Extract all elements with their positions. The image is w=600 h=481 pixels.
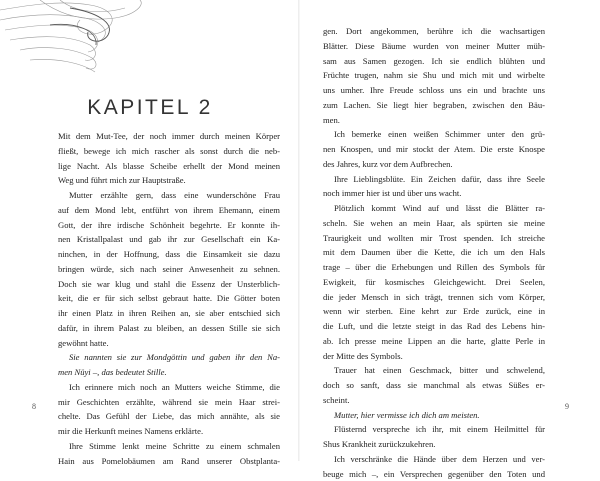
text-line: bringen würde, sich nach seiner Anwesenheit zu sehnen.: [58, 262, 280, 277]
text-line: Sie nannten sie zur Mondgöttin und gaben ihr den Na-: [58, 350, 280, 365]
text-line: Ich verschränke die Hände über dem Herzen und ver-: [323, 452, 545, 467]
text-line: der Mitte des Symbols.: [323, 349, 545, 364]
text-line: mit dem Daumen über die Kette, die ich um den Hals: [323, 245, 545, 260]
text-line: gen. Dort angekommen, berühre ich die wachsartigen: [323, 24, 545, 39]
text-line: auf dem Mond lebt, entführt von ihrem Ehemann, einem: [58, 203, 280, 218]
text-line: zum Lachen. Sie liegt hier begraben, zwischen den Bäu-: [323, 98, 545, 113]
right-page: [300, 0, 600, 461]
text-line: des Jahres, kurz vor dem Aufbrechen.: [323, 157, 545, 172]
text-line: dafür, in ihrem Palast zu bleiben, an dessen Stille sie sich: [58, 321, 280, 336]
text-line: Traurigkeit und wollten mir Trost spenden. Ich streiche: [323, 231, 545, 246]
text-line: scheln. Sie wehen an mein Haar, als spürten sie meine: [323, 216, 545, 231]
page-number-right: 9: [565, 402, 569, 411]
text-line: doch so sanft, dass sie manchmal als etwas Süßes er-: [323, 378, 545, 393]
text-line: Plötzlich kommt Wind auf und lässt die Blätter ra-: [323, 201, 545, 216]
text-line: Gott, der ihre irdische Schönheit begehrte. Er konnte ih-: [58, 218, 280, 233]
text-line: Mit dem Mut-Tee, der noch immer durch meinen Körper: [58, 129, 280, 144]
text-line: trage – über die Erhebungen und Rillen des Symbols für: [323, 260, 545, 275]
text-line: lige Nacht. Als blasse Scheibe erhellt der Mond meinen: [58, 159, 280, 174]
text-line: uns umher. Ihre Freude schloss uns ein und brachte uns: [323, 83, 545, 98]
text-line: die Luft, und die letzte steigt in das Rad des Lebens hin-: [323, 319, 545, 334]
text-line: fließt, bewege ich mich rascher als sonst durch die neb-: [58, 144, 280, 159]
chapter-title: KAPITEL 2: [0, 96, 300, 120]
text-line: nen Kristallpalast und gab ihr zur Gesellschaft ein Ka-: [58, 232, 280, 247]
text-line: chelte. Das Gefühl der Liebe, das mich annähte, als sie: [58, 409, 280, 424]
text-line: Trauer hat einen Geschmack, bitter und schwelend,: [323, 363, 545, 378]
text-line: ihr einen Platz in ihren Reihen an, sie aber entschied sich: [58, 306, 280, 321]
text-line: Mutter, hier vermisse ich dich am meisten.: [323, 408, 545, 423]
text-line: Shus Krankheit zurückzukehren.: [323, 437, 545, 452]
right-page-text: [323, 24, 545, 481]
text-line: Weg und führt mich zur Hauptstraße.: [58, 173, 280, 188]
text-line: nen Knospen, und mir stockt der Atem. Die erste Knospe: [323, 142, 545, 157]
text-line: keit, die er für sich selbst gebraut hatte. Die Götter boten: [58, 291, 280, 306]
text-line: Hain aus Pomelobäumen am Rand unserer Obstplanta-: [58, 454, 280, 469]
text-line: noch immer hier ist und über uns wacht.: [323, 186, 545, 201]
text-line: Ich erinnere mich noch an Mutters weiche Stimme, die: [58, 380, 280, 395]
page-number-left: 8: [32, 402, 36, 411]
text-line: mir die Herkunft meines Namens erklärte.: [58, 424, 280, 439]
left-page: [0, 0, 300, 461]
text-line: Flüsternd verspreche ich ihr, mit einem Heilmittel für: [323, 422, 545, 437]
text-line: Ihre Lieblingsblüte. Ein Zeichen dafür, dass ihre Seele: [323, 172, 545, 187]
text-line: Ich bemerke einen weißen Schimmer unter den grü-: [323, 127, 545, 142]
text-line: gewöhnt hatte.: [58, 336, 280, 351]
text-line: sam aus Samen gezogen. Ich sie endlich blühten und: [323, 54, 545, 69]
text-line: Ihre Stimme lenkt meine Schritte zu einem schmalen: [58, 439, 280, 454]
text-line: scheint.: [323, 393, 545, 408]
text-line: Früchte trugen, nahm sie Shu und mich mit und wirbelte: [323, 68, 545, 83]
text-line: beuge mich –, ein Versprechen gegenüber den Toten und: [323, 467, 545, 481]
text-line: Doch sie war klug und stahl die Essenz der Unsterblich-: [58, 277, 280, 292]
text-line: mir Geschichten erzählte, während sie mein Haar strei-: [58, 395, 280, 410]
decorative-swirl-illustration: [0, 0, 150, 85]
text-line: Mutter erzählte gern, dass eine wunderschöne Frau: [58, 188, 280, 203]
text-line: Blätter. Diese Bäume wurden von meiner Mutter müh-: [323, 39, 545, 54]
text-line: men.: [323, 113, 545, 128]
text-line: ninchen, in der Hoffnung, dass die Einsamkeit sie dazu: [58, 247, 280, 262]
text-line: men Nüyi –, das bedeutet Stille.: [58, 365, 280, 380]
text-line: die jeder Mensch in sich trägt, trennen sich vom Körper,: [323, 290, 545, 305]
left-page-text: [58, 129, 280, 468]
text-line: ab. Ich presse meine Lippen an die harte, glatte Perle in: [323, 334, 545, 349]
text-line: wenn wir sterben. Eine kehrt zur Erde zurück, eine in: [323, 304, 545, 319]
text-line: Ewigkeit, für kosmisches Gleichgewicht. Drei Seelen,: [323, 275, 545, 290]
